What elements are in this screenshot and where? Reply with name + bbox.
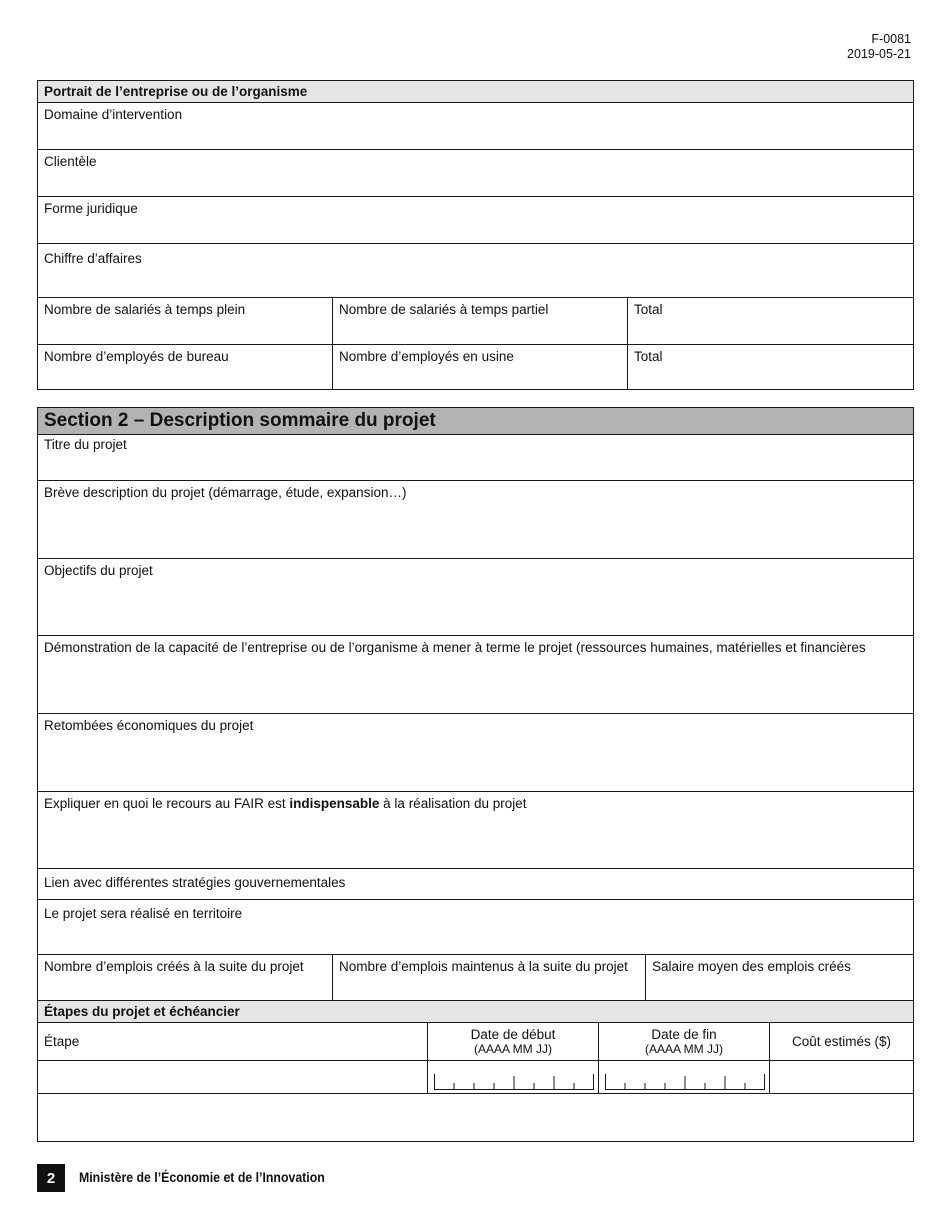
section-2-header [38,408,913,435]
etapes-header [38,1001,913,1023]
etapes-empty-row[interactable] [38,1094,913,1138]
date-fin-ticks [605,1074,765,1090]
page-number: 2 [37,1164,65,1192]
lien-label: Lien avec différentes stratégies gouvernementales [44,875,346,890]
salaire-moyen-field[interactable] [645,955,913,1000]
forme-juridique-label: Forme juridique [44,201,138,216]
salaries-partiel-field[interactable] [332,298,628,344]
employes-total-label: Total [634,349,663,364]
portrait-header [38,81,913,103]
clientele-label: Clientèle [44,154,97,169]
chiffre-affaires-label: Chiffre d’affaires [44,251,142,266]
portrait-title: Portrait de l’entreprise ou de l’organisme [44,84,308,99]
portrait-section [37,80,914,390]
retombees-field[interactable] [38,714,913,792]
ministry-name: Ministère de l’Économie et de l’Innovation [79,1169,325,1185]
breve-description-field[interactable] [38,481,913,559]
date-debut-input[interactable] [427,1061,598,1093]
salaries-row [38,298,913,345]
emplois-crees-field[interactable] [38,955,333,1000]
demonstration-field[interactable] [38,636,913,714]
col-debut-format: (AAAA MM JJ) [473,1041,552,1056]
titre-projet-field[interactable] [38,435,913,481]
document-reference [847,32,911,62]
clientele-field[interactable] [38,150,913,197]
forme-juridique-field[interactable] [38,197,913,244]
objectifs-label: Objectifs du projet [44,563,153,578]
section-2 [37,407,914,1142]
date-debut-ticks [434,1074,594,1090]
employes-row [38,345,913,390]
titre-projet-label: Titre du projet [44,437,127,452]
col-etape-label: Étape [44,1034,80,1049]
employes-usine-field[interactable] [332,345,628,390]
demonstration-label: Démonstration de la capacité de l’entreprise ou de l’organisme à mener à terme le projet (ressources humaines, matérielles et financières [44,640,866,655]
domaine-label: Domaine d’intervention [44,107,183,122]
breve-description-label: Brève description du projet (démarrage, étude, expansion…) [44,485,407,500]
col-debut-label: Date de début [470,1026,556,1042]
salaries-plein-label: Nombre de salariés à temps plein [44,302,246,317]
employes-bureau-label: Nombre d’employés de bureau [44,349,229,364]
salaries-plein-field[interactable] [38,298,333,344]
etapes-title: Étapes du projet et échéancier [44,1004,240,1019]
etape-input[interactable] [38,1061,427,1093]
objectifs-field[interactable] [38,559,913,636]
col-cout-label: Coût estimés ($) [791,1034,892,1049]
date-fin-input[interactable] [598,1061,769,1093]
emplois-row [38,955,913,1001]
col-fin-label: Date de fin [651,1026,717,1042]
chiffre-affaires-field[interactable] [38,244,913,298]
retombees-label: Retombées économiques du projet [44,718,254,733]
col-cout-header [769,1023,913,1060]
salaries-partiel-label: Nombre de salariés à temps partiel [339,302,549,317]
lien-field[interactable] [38,869,913,900]
cout-input[interactable] [769,1061,913,1093]
col-debut-header [427,1023,598,1060]
col-etape-header [38,1023,427,1060]
form-date: 2019-05-21 [847,47,911,61]
employes-bureau-field[interactable] [38,345,333,390]
etape-row [38,1061,913,1094]
section-2-title: Section 2 – Description sommaire du projet [44,410,436,431]
salaries-total-label: Total [634,302,663,317]
emplois-maintenus-label: Nombre d’emplois maintenus à la suite du projet [339,959,628,974]
fair-label-post: à la réalisation du projet [379,796,527,811]
salaries-total-field[interactable] [627,298,913,344]
col-fin-format: (AAAA MM JJ) [644,1041,723,1056]
col-fin-header [598,1023,769,1060]
etapes-table-header [38,1023,913,1061]
emplois-maintenus-field[interactable] [332,955,646,1000]
territoire-field[interactable] [38,900,913,955]
fair-label-bold: indispensable [289,796,380,811]
form-code: F-0081 [871,32,911,46]
fair-field[interactable] [38,792,913,869]
employes-usine-label: Nombre d’employés en usine [339,349,514,364]
fair-label-pre: Expliquer en quoi le recours au FAIR est [44,796,290,811]
domaine-field[interactable] [38,103,913,150]
salaire-moyen-label: Salaire moyen des emplois créés [652,959,851,974]
territoire-label: Le projet sera réalisé en territoire [44,906,243,921]
fair-label [44,796,527,812]
emplois-crees-label: Nombre d’emplois créés à la suite du projet [44,959,304,974]
employes-total-field[interactable] [627,345,913,390]
